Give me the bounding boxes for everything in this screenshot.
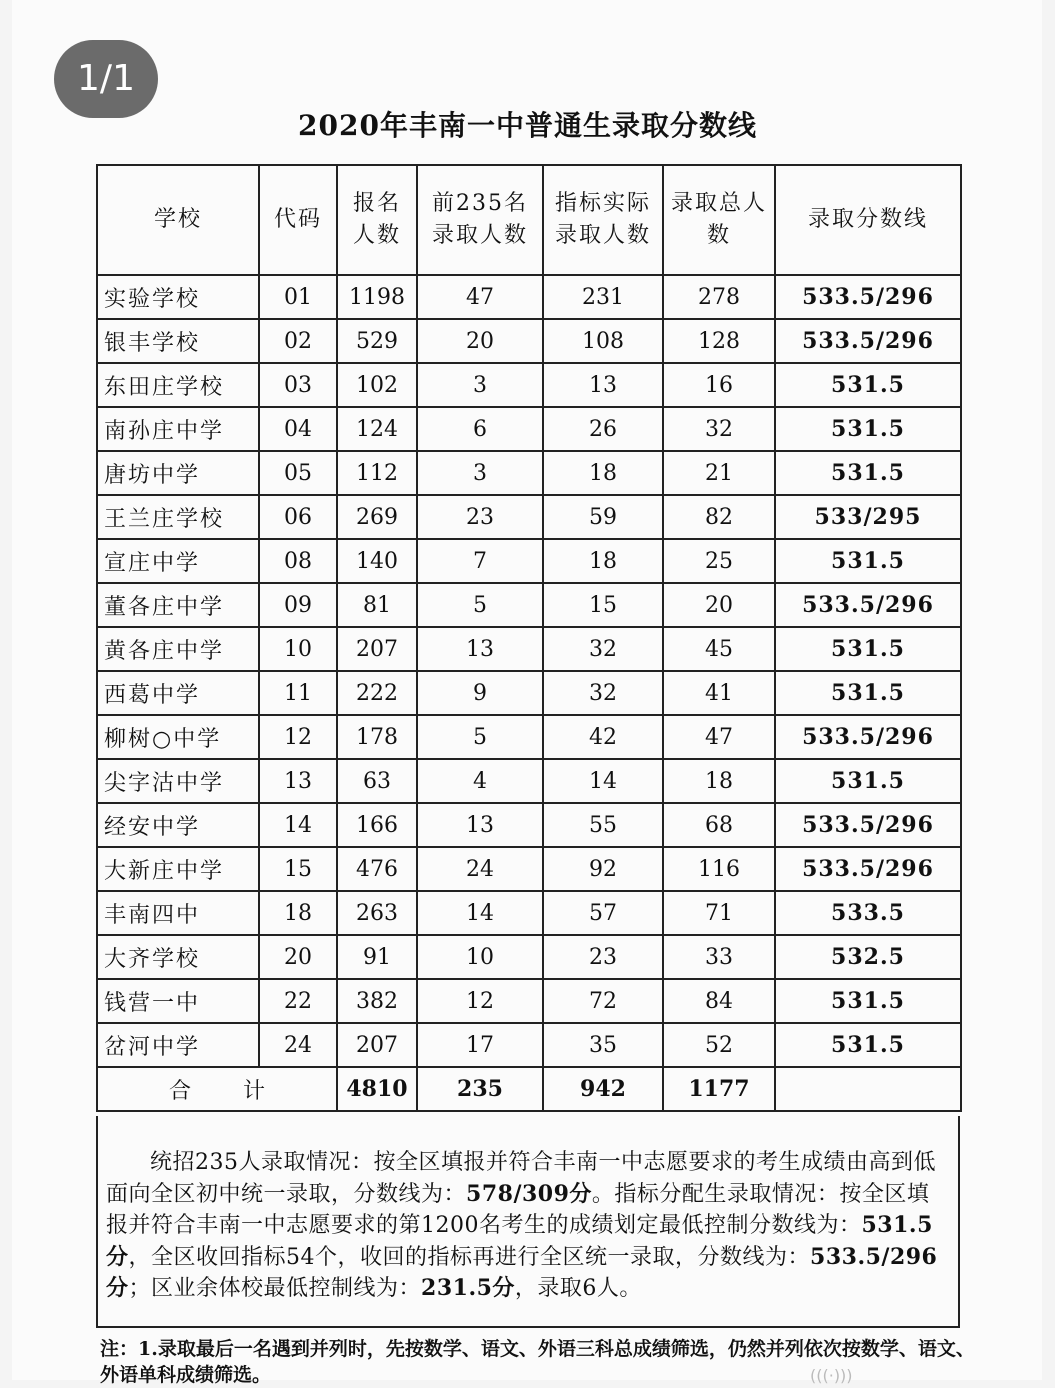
school-cell: 董各庄中学 — [97, 583, 259, 627]
total-cell: 25 — [663, 539, 775, 583]
code-cell: 18 — [259, 891, 337, 935]
table-row — [97, 847, 961, 891]
quota-cell: 92 — [543, 847, 663, 891]
cutoff-cell: 533.5/296 — [775, 319, 961, 363]
school-cell: 丰南四中 — [97, 891, 259, 935]
total-label: 合计 — [97, 1067, 337, 1111]
school-cell: 柳树○中学 — [97, 715, 259, 759]
header-total: 录取总人数 — [663, 165, 775, 275]
top235-cell: 47 — [417, 275, 543, 319]
top235-cell: 6 — [417, 407, 543, 451]
quota-cell: 55 — [543, 803, 663, 847]
applicants-cell: 166 — [337, 803, 417, 847]
total-cell: 116 — [663, 847, 775, 891]
table-row — [97, 275, 961, 319]
cutoff-cell: 531.5 — [775, 759, 961, 803]
code-cell: 09 — [259, 583, 337, 627]
cutoff-cell: 531.5 — [775, 627, 961, 671]
top235-cell: 20 — [417, 319, 543, 363]
total-cell: 71 — [663, 891, 775, 935]
applicants-cell: 81 — [337, 583, 417, 627]
code-cell: 11 — [259, 671, 337, 715]
applicants-cell: 207 — [337, 627, 417, 671]
school-cell: 尖字沽中学 — [97, 759, 259, 803]
total-quota: 942 — [543, 1067, 663, 1111]
code-cell: 06 — [259, 495, 337, 539]
top235-cell: 12 — [417, 979, 543, 1023]
total-cell: 21 — [663, 451, 775, 495]
table-header-row — [97, 165, 961, 275]
quota-cell: 26 — [543, 407, 663, 451]
school-cell: 王兰庄学校 — [97, 495, 259, 539]
code-cell: 13 — [259, 759, 337, 803]
total-cell: 16 — [663, 363, 775, 407]
cutoff-cell: 532.5 — [775, 935, 961, 979]
total-top235: 235 — [417, 1067, 543, 1111]
total-row — [97, 1067, 961, 1111]
quota-cell: 59 — [543, 495, 663, 539]
table-row — [97, 363, 961, 407]
cutoff-cell: 533.5 — [775, 891, 961, 935]
table-row — [97, 627, 961, 671]
document-title: 2020年丰南一中普通生录取分数线 — [298, 109, 757, 142]
table-row — [97, 319, 961, 363]
total-cell: 45 — [663, 627, 775, 671]
cutoff-cell: 531.5 — [775, 1023, 961, 1067]
applicants-cell: 91 — [337, 935, 417, 979]
code-cell: 05 — [259, 451, 337, 495]
cutoff-cell: 533/295 — [775, 495, 961, 539]
header-applicants: 报名人数 — [337, 165, 417, 275]
code-cell: 15 — [259, 847, 337, 891]
quota-cell: 32 — [543, 627, 663, 671]
footnote: 注：1.录取最后一名遇到并列时，先按数学、语文、外语三科总成绩筛选，仍然并列依次按数学、语文、外语单科成绩筛选。 — [100, 1338, 975, 1386]
quota-cell: 35 — [543, 1023, 663, 1067]
total-cell: 47 — [663, 715, 775, 759]
school-cell: 宣庄中学 — [97, 539, 259, 583]
table-row — [97, 715, 961, 759]
school-cell: 大齐学校 — [97, 935, 259, 979]
school-cell: 实验学校 — [97, 275, 259, 319]
total-cell: 20 — [663, 583, 775, 627]
table-row — [97, 451, 961, 495]
top235-cell: 9 — [417, 671, 543, 715]
total-cutoff — [775, 1067, 961, 1111]
cutoff-cell: 531.5 — [775, 671, 961, 715]
code-cell: 10 — [259, 627, 337, 671]
quota-cell: 231 — [543, 275, 663, 319]
table-row — [97, 671, 961, 715]
cutoff-cell: 533.5/296 — [775, 803, 961, 847]
table-row — [97, 979, 961, 1023]
school-cell: 岔河中学 — [97, 1023, 259, 1067]
header-top235: 前235名录取人数 — [417, 165, 543, 275]
code-cell: 12 — [259, 715, 337, 759]
total-applicants: 4810 — [337, 1067, 417, 1111]
quota-cell: 18 — [543, 539, 663, 583]
school-cell: 黄各庄中学 — [97, 627, 259, 671]
total-cell: 278 — [663, 275, 775, 319]
top235-cell: 7 — [417, 539, 543, 583]
table-row — [97, 583, 961, 627]
cutoff-cell: 533.5/296 — [775, 583, 961, 627]
top235-cell: 4 — [417, 759, 543, 803]
quota-cell: 15 — [543, 583, 663, 627]
applicants-cell: 207 — [337, 1023, 417, 1067]
total-cell: 33 — [663, 935, 775, 979]
cutoff-cell: 533.5/296 — [775, 715, 961, 759]
quota-cell: 32 — [543, 671, 663, 715]
header-school: 学校 — [97, 165, 259, 275]
school-cell: 唐坊中学 — [97, 451, 259, 495]
code-cell: 03 — [259, 363, 337, 407]
cutoff-cell: 533.5/296 — [775, 275, 961, 319]
total-cell: 18 — [663, 759, 775, 803]
table-row — [97, 539, 961, 583]
cutoff-cell: 531.5 — [775, 363, 961, 407]
applicants-cell: 112 — [337, 451, 417, 495]
quota-cell: 42 — [543, 715, 663, 759]
code-cell: 01 — [259, 275, 337, 319]
table-row — [97, 891, 961, 935]
top235-cell: 10 — [417, 935, 543, 979]
summary-paragraph: 统招235人录取情况：按全区填报并符合丰南一中志愿要求的考生成绩由高到低面向全区初中统一录取，分数线为：578/309分。指标分配生录取情况：按全区填报并符合丰南一中志愿要求的第1200名考生的成绩划定最低控制分数线为：531.5分，全区收回指标54个，收回的指标再进行全区统一录取，分数线为：533.5/296分；区业余体校最低控制线为：231.5分，录取6人。 — [96, 1116, 960, 1328]
applicants-cell: 382 — [337, 979, 417, 1023]
quota-cell: 18 — [543, 451, 663, 495]
applicants-cell: 102 — [337, 363, 417, 407]
school-cell: 西葛中学 — [97, 671, 259, 715]
top235-cell: 23 — [417, 495, 543, 539]
total-cell: 32 — [663, 407, 775, 451]
total-cell: 68 — [663, 803, 775, 847]
total-cell: 84 — [663, 979, 775, 1023]
top235-cell: 13 — [417, 627, 543, 671]
code-cell: 24 — [259, 1023, 337, 1067]
code-cell: 14 — [259, 803, 337, 847]
applicants-cell: 124 — [337, 407, 417, 451]
applicants-cell: 140 — [337, 539, 417, 583]
table-row — [97, 935, 961, 979]
applicants-cell: 63 — [337, 759, 417, 803]
school-cell: 经安中学 — [97, 803, 259, 847]
applicants-cell: 476 — [337, 847, 417, 891]
table-row — [97, 495, 961, 539]
admission-table — [96, 164, 962, 1112]
header-quota: 指标实际录取人数 — [543, 165, 663, 275]
cutoff-cell: 531.5 — [775, 979, 961, 1023]
quota-cell: 72 — [543, 979, 663, 1023]
cutoff-cell: 531.5 — [775, 407, 961, 451]
quota-cell: 14 — [543, 759, 663, 803]
applicants-cell: 263 — [337, 891, 417, 935]
top235-cell: 17 — [417, 1023, 543, 1067]
header-code: 代码 — [259, 165, 337, 275]
total-cell: 82 — [663, 495, 775, 539]
applicants-cell: 178 — [337, 715, 417, 759]
table-row — [97, 803, 961, 847]
page-indicator: 1/1 — [54, 40, 158, 118]
top235-cell: 5 — [417, 583, 543, 627]
total-total: 1177 — [663, 1067, 775, 1111]
school-cell: 大新庄中学 — [97, 847, 259, 891]
code-cell: 22 — [259, 979, 337, 1023]
table-row — [97, 1023, 961, 1067]
header-cutoff: 录取分数线 — [775, 165, 961, 275]
top235-cell: 24 — [417, 847, 543, 891]
code-cell: 20 — [259, 935, 337, 979]
applicants-cell: 1198 — [337, 275, 417, 319]
cutoff-cell: 531.5 — [775, 539, 961, 583]
total-cell: 52 — [663, 1023, 775, 1067]
school-cell: 钱营一中 — [97, 979, 259, 1023]
code-cell: 04 — [259, 407, 337, 451]
applicants-cell: 529 — [337, 319, 417, 363]
quota-cell: 13 — [543, 363, 663, 407]
top235-cell: 3 — [417, 363, 543, 407]
cutoff-cell: 533.5/296 — [775, 847, 961, 891]
code-cell: 08 — [259, 539, 337, 583]
top235-cell: 13 — [417, 803, 543, 847]
quota-cell: 108 — [543, 319, 663, 363]
code-cell: 02 — [259, 319, 337, 363]
cutoff-cell: 531.5 — [775, 451, 961, 495]
total-cell: 41 — [663, 671, 775, 715]
top235-cell: 5 — [417, 715, 543, 759]
watermark: (((·))) — [810, 1366, 853, 1385]
school-cell: 银丰学校 — [97, 319, 259, 363]
school-cell: 南孙庄中学 — [97, 407, 259, 451]
table-row — [97, 407, 961, 451]
quota-cell: 57 — [543, 891, 663, 935]
table-row — [97, 759, 961, 803]
total-cell: 128 — [663, 319, 775, 363]
top235-cell: 3 — [417, 451, 543, 495]
school-cell: 东田庄学校 — [97, 363, 259, 407]
applicants-cell: 269 — [337, 495, 417, 539]
quota-cell: 23 — [543, 935, 663, 979]
applicants-cell: 222 — [337, 671, 417, 715]
top235-cell: 14 — [417, 891, 543, 935]
